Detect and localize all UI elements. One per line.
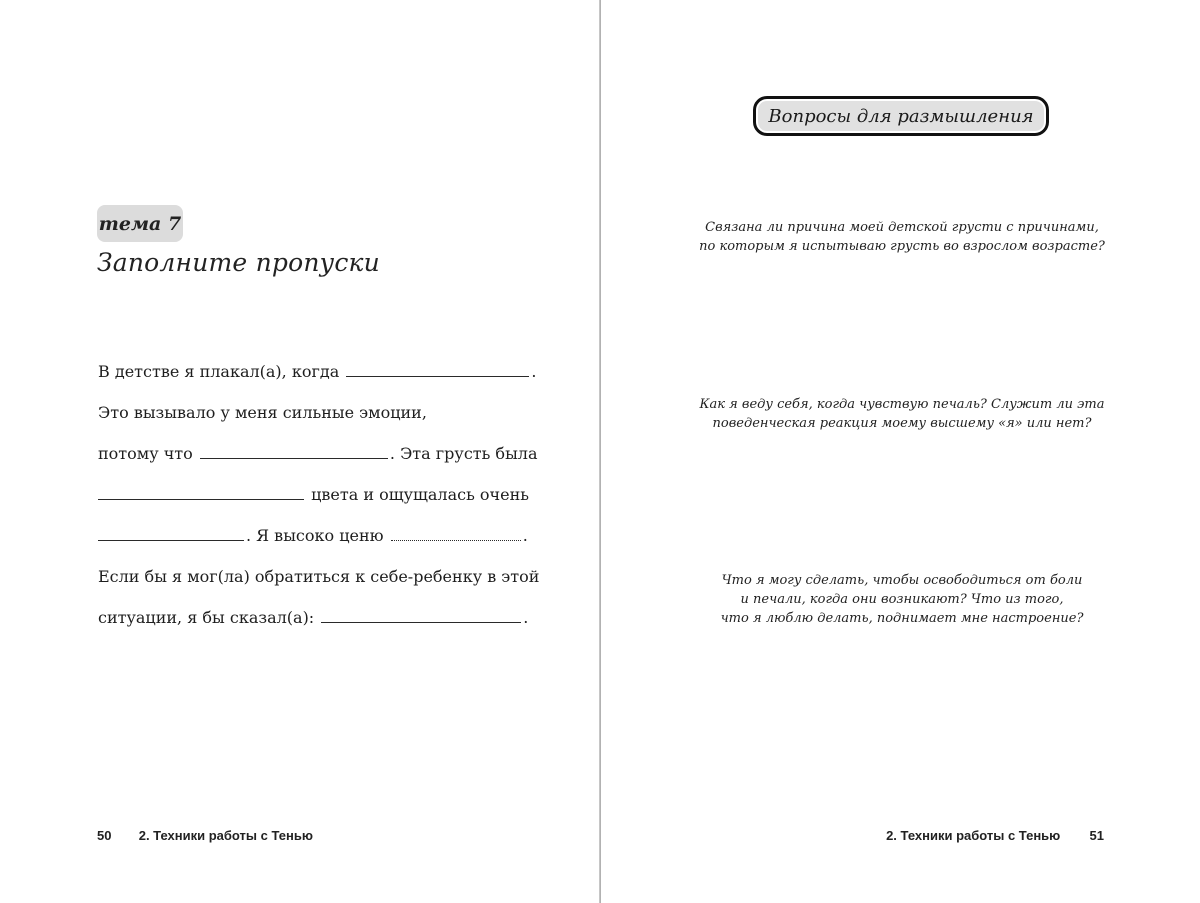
fill-text-segment: . Эта грусть была [389, 444, 538, 463]
right-footer [886, 828, 1104, 843]
fill-text-segment: потому что [98, 444, 193, 463]
fill-text-segment: Если бы я мог(ла) обратиться к себе-ребенку в этой [98, 567, 540, 586]
blank-field[interactable] [98, 484, 304, 500]
fill-text-segment: В детстве я плакал(а), когда [98, 362, 340, 381]
left-footer [97, 828, 313, 843]
page-number: 51 [1089, 828, 1104, 843]
page-number: 50 [97, 828, 112, 843]
page-title: Заполните пропуски [97, 248, 380, 277]
blank-field[interactable] [391, 525, 521, 541]
fill-text-segment: Это вызывало у меня сильные эмоции, [98, 403, 427, 422]
fill-text-segment: . Я высоко ценю [246, 526, 384, 545]
question-line: по которым я испытываю грусть во взрослом возрасте? [699, 239, 1105, 254]
fill-line-4 [98, 479, 528, 520]
question-line: и печали, когда они возникают? Что из того, [740, 592, 1064, 607]
question-line: поведенческая реакция моему высшему «я» или нет? [712, 416, 1092, 431]
fill-line-3 [98, 438, 538, 479]
chapter-title: 2. Техники работы с Тенью [138, 828, 313, 843]
section-header: Вопросы для размышления [753, 96, 1049, 136]
fill-text-segment: . [522, 526, 528, 545]
fill-line-6 [98, 561, 540, 602]
question-line: что я люблю делать, поднимает мне настроение? [720, 611, 1084, 626]
fill-text-segment: цвета и ощущалась очень [311, 485, 529, 504]
fill-text-segment: . [531, 362, 537, 381]
right-page [602, 0, 1200, 903]
reflection-question [662, 218, 1142, 256]
blank-field[interactable] [98, 525, 244, 541]
blank-field[interactable] [200, 443, 388, 459]
fill-text-segment: ситуации, я бы сказал(а): [98, 608, 315, 627]
fill-line-7 [98, 602, 528, 643]
fill-line-1 [98, 356, 537, 397]
fill-text-segment: . [523, 608, 529, 627]
fill-line-2 [98, 397, 528, 438]
blank-field[interactable] [346, 361, 529, 377]
question-line: Как я веду себя, когда чувствую печаль? Служит ли эта [699, 397, 1105, 412]
chapter-title: 2. Техники работы с Тенью [886, 828, 1061, 843]
topic-badge: тема 7 [97, 205, 183, 242]
reflection-question [662, 395, 1142, 433]
reflection-question [662, 571, 1142, 628]
question-line: Связана ли причина моей детской грусти с причинами, [705, 220, 1099, 235]
fill-line-5 [98, 520, 528, 561]
book-spine [599, 0, 601, 903]
question-line: Что я могу сделать, чтобы освободиться от боли [721, 573, 1083, 588]
fill-in-exercise [98, 356, 540, 643]
blank-field[interactable] [321, 607, 521, 623]
